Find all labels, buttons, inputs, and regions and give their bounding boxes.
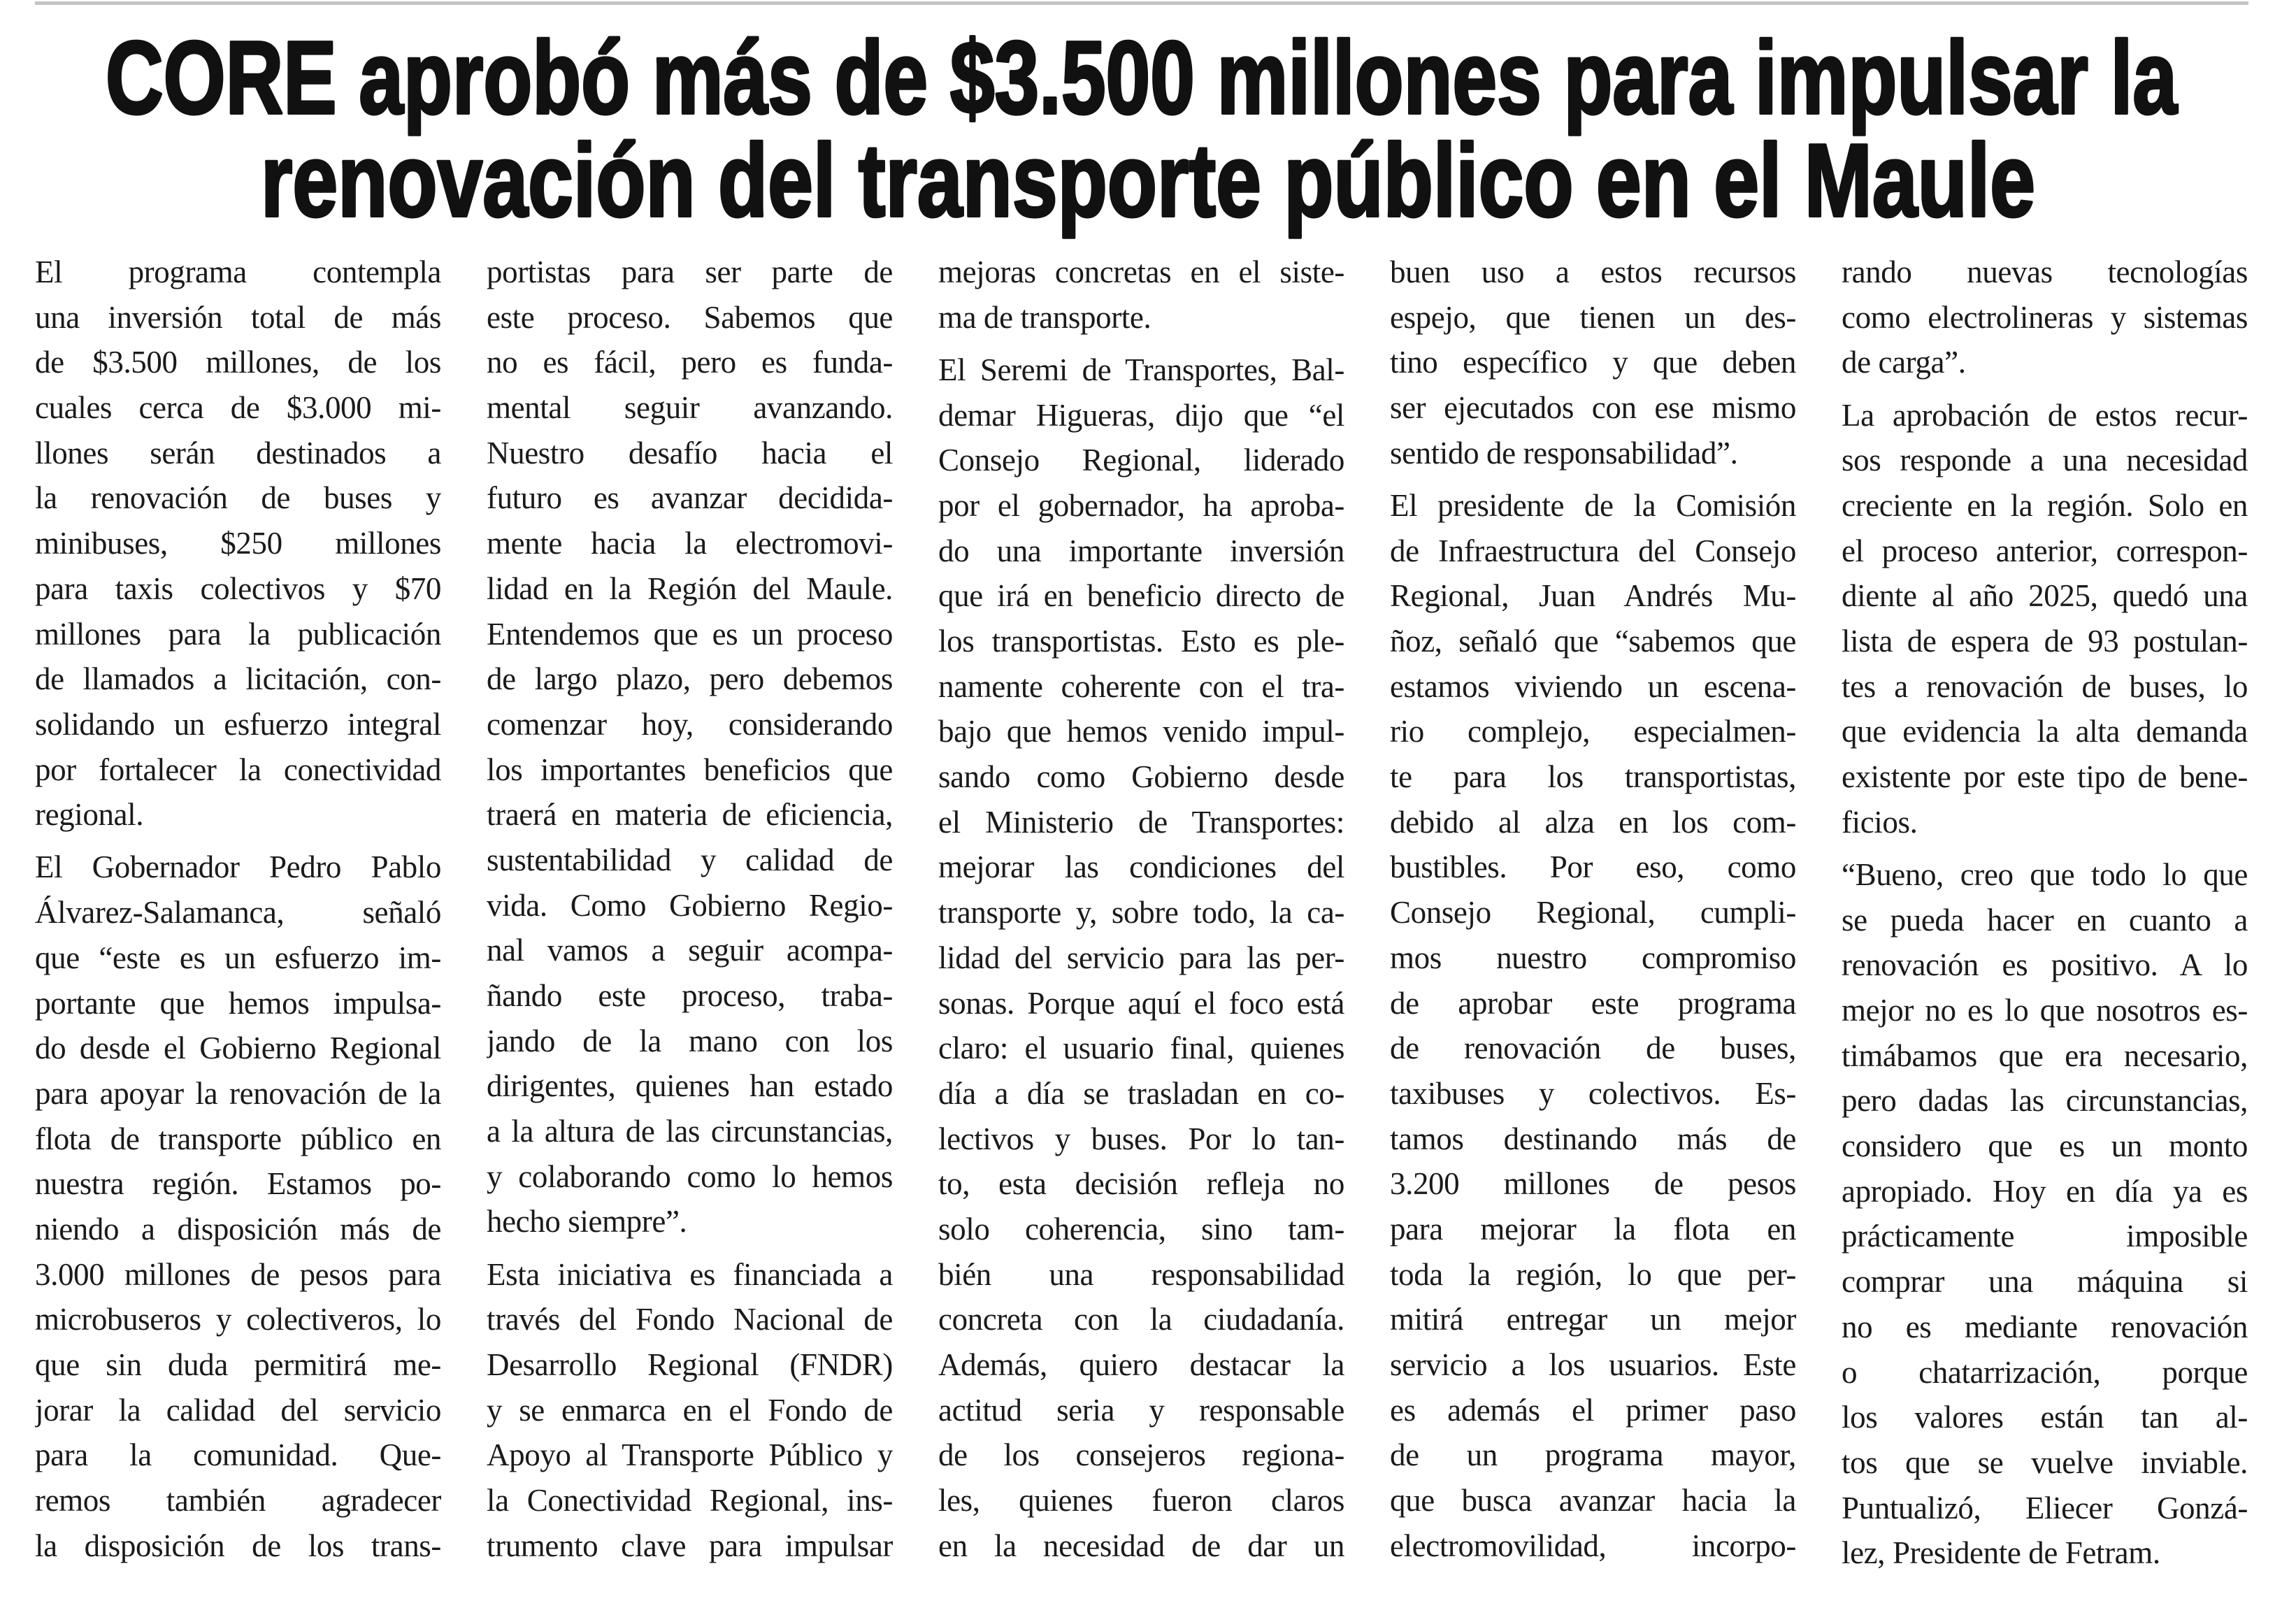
text-line: microbuseros y colectiveros, lo <box>35 1302 441 1337</box>
text-line: no es mediante renovación <box>1842 1309 2248 1344</box>
headline-line-1: CORE aprobó más de $3.500 millones para impulsar la <box>106 20 2179 136</box>
text-line: claro: el usuario final, quienes <box>938 1031 1344 1066</box>
text-line: para apoyar la renovación de la <box>35 1075 441 1111</box>
text-line: través del Fondo Nacional de <box>487 1302 893 1337</box>
paragraph <box>938 347 1344 1569</box>
text-line: sos responde a una necesidad <box>1842 443 2248 478</box>
text-line: hecho siempre”. <box>487 1204 687 1240</box>
text-line: sustentabilidad y calidad de <box>487 842 893 877</box>
text-line: lidad en la Región del Maule. <box>487 570 893 606</box>
text-line: diente al año 2025, quedó una <box>1842 578 2248 614</box>
text-line: y se enmarca en el Fondo de <box>487 1392 893 1428</box>
text-line: Entendemos que es un proceso <box>487 616 893 652</box>
text-line: actitud seria y responsable <box>938 1392 1344 1428</box>
article-column-3 <box>938 250 1344 1576</box>
paragraph <box>1390 250 1796 475</box>
text-line: mental seguir avanzando. <box>487 390 893 426</box>
article-column-5 <box>1842 250 2248 1576</box>
text-line: ficios. <box>1842 804 1918 840</box>
text-line: de aprobar este programa <box>1390 985 1796 1021</box>
text-line: es además el primer paso <box>1390 1392 1796 1428</box>
text-line: prácticamente imposible <box>1842 1219 2248 1254</box>
text-line: “Bueno, creo que todo lo que <box>1842 856 2248 892</box>
text-line: futuro es avanzar decidida- <box>487 480 893 516</box>
text-line: comenzar hoy, considerando <box>487 706 893 742</box>
text-line: por el gobernador, ha aproba- <box>938 487 1344 523</box>
text-line: do una importante inversión <box>938 533 1344 568</box>
text-line: trumento clave para impulsar <box>487 1528 893 1563</box>
text-line: ser ejecutados con ese mismo <box>1390 390 1796 426</box>
text-line: día a día se trasladan en co- <box>938 1075 1344 1111</box>
text-line: demar Higueras, dijo que “el <box>938 397 1344 433</box>
text-line: pero dadas las circunstancias, <box>1842 1083 2248 1119</box>
text-line: por fortalecer la conectividad <box>35 752 441 787</box>
text-line: de renovación de buses, <box>1390 1031 1796 1066</box>
text-line: la disposición de los trans- <box>35 1528 441 1563</box>
article-body <box>35 250 2248 1576</box>
text-line: bajo que hemos venido impul- <box>938 714 1344 749</box>
text-line: se pueda hacer en cuanto a <box>1842 902 2248 938</box>
text-line: electromovilidad, incorpo- <box>1390 1528 1796 1563</box>
text-line: de $3.500 millones, de los <box>35 345 441 380</box>
text-line: en la necesidad de dar un <box>938 1528 1344 1563</box>
text-line: toda la región, lo que per- <box>1390 1256 1796 1292</box>
text-line: te para los transportistas, <box>1390 759 1796 795</box>
text-line: niendo a disposición más de <box>35 1211 441 1247</box>
text-line: ñando este proceso, traba- <box>487 978 893 1013</box>
text-line: transporte y, sobre todo, la ca- <box>938 895 1344 931</box>
text-line: Esta iniciativa es financiada a <box>487 1256 893 1292</box>
text-line: ma de transporte. <box>938 299 1151 335</box>
text-line: solo coherencia, sino tam- <box>938 1211 1344 1247</box>
text-line: nal vamos a seguir acompa- <box>487 933 893 968</box>
text-line: lectivos y buses. Por lo tan- <box>938 1121 1344 1156</box>
text-line: flota de transporte público en <box>35 1121 441 1156</box>
text-line: y colaborando como lo hemos <box>487 1158 893 1194</box>
text-line: regional. <box>35 797 144 833</box>
text-line: que busca avanzar hacia la <box>1390 1483 1796 1519</box>
text-line: namente coherente con el tra- <box>938 668 1344 704</box>
text-line: concreta con la ciudadanía. <box>938 1302 1344 1337</box>
article-column-4 <box>1390 250 1796 1576</box>
text-line: creciente en la región. Solo en <box>1842 487 2248 523</box>
text-line: de largo plazo, pero debemos <box>487 661 893 697</box>
text-line: bién una responsabilidad <box>938 1256 1344 1292</box>
text-line: Consejo Regional, cumpli- <box>1390 895 1796 931</box>
text-line: para mejorar la flota en <box>1390 1211 1796 1247</box>
text-line: el proceso anterior, correspon- <box>1842 533 2248 568</box>
paragraph <box>1842 852 2248 1576</box>
text-line: considero que es un monto <box>1842 1128 2248 1164</box>
paragraph <box>1842 393 2248 845</box>
text-line: servicio a los usuarios. Este <box>1390 1347 1796 1382</box>
text-line: el Ministerio de Transportes: <box>938 804 1344 840</box>
text-line: minibuses, $250 millones <box>35 526 441 561</box>
text-line: timábamos que era necesario, <box>1842 1038 2248 1073</box>
text-line: portistas para ser parte de <box>487 254 893 289</box>
text-line: do desde el Gobierno Regional <box>35 1031 441 1066</box>
headline-line-2: renovación del transporte público en el Maule <box>261 123 2035 238</box>
text-line: sentido de responsabilidad”. <box>1390 435 1738 471</box>
text-line: dirigentes, quienes han estado <box>487 1068 893 1104</box>
text-line: de carga”. <box>1842 345 1966 380</box>
text-line: que evidencia la alta demanda <box>1842 714 2248 749</box>
text-line: este proceso. Sabemos que <box>487 299 893 335</box>
text-line: El programa contempla <box>35 254 441 289</box>
text-line: de un programa mayor, <box>1390 1437 1796 1473</box>
text-line: les, quienes fueron claros <box>938 1483 1344 1519</box>
text-line: que “este es un esfuerzo im- <box>35 940 441 975</box>
text-line: Puntualizó, Eliecer Gonzá- <box>1842 1490 2248 1526</box>
text-line: apropiado. Hoy en día ya es <box>1842 1173 2248 1209</box>
headline <box>0 0 2296 245</box>
text-line: existente por este tipo de bene- <box>1842 759 2248 795</box>
text-line: lez, Presidente de Fetram. <box>1842 1535 2160 1571</box>
text-line: Regional, Juan Andrés Mu- <box>1390 578 1796 614</box>
text-line: cuales cerca de $3.000 mi- <box>35 390 441 426</box>
text-line: Desarrollo Regional (FNDR) <box>487 1347 893 1382</box>
paragraph <box>487 250 893 1244</box>
text-line: o chatarrización, porque <box>1842 1354 2248 1390</box>
text-line: mejorar las condiciones del <box>938 849 1344 885</box>
paragraph <box>938 250 1344 340</box>
paragraph <box>1390 483 1796 1569</box>
text-line: jorar la calidad del servicio <box>35 1392 441 1428</box>
text-line: tamos destinando más de <box>1390 1121 1796 1156</box>
text-line: como electrolineras y sistemas <box>1842 299 2248 335</box>
text-line: sonas. Porque aquí el foco está <box>938 985 1344 1021</box>
text-line: de los consejeros regiona- <box>938 1437 1344 1473</box>
text-line: Apoyo al Transporte Público y <box>487 1437 893 1473</box>
article-column-2 <box>487 250 893 1576</box>
text-line: ñoz, señaló que “sabemos que <box>1390 624 1796 659</box>
text-line: tino específico y que deben <box>1390 345 1796 380</box>
text-line: para la comunidad. Que- <box>35 1437 441 1473</box>
text-line: portante que hemos impulsa- <box>35 985 441 1021</box>
text-line: a la altura de las circunstancias, <box>487 1114 893 1149</box>
text-line: Además, quiero destacar la <box>938 1347 1344 1382</box>
text-line: tos que se vuelve inviable. <box>1842 1444 2248 1480</box>
text-line: lista de espera de 93 postulan- <box>1842 624 2248 659</box>
text-line: lidad del servicio para las per- <box>938 940 1344 975</box>
text-line: sando como Gobierno desde <box>938 759 1344 795</box>
text-line: 3.000 millones de pesos para <box>35 1256 441 1292</box>
text-line: espejo, que tienen un des- <box>1390 299 1796 335</box>
text-line: mitirá entregar un mejor <box>1390 1302 1796 1337</box>
text-line: que irá en beneficio directo de <box>938 578 1344 614</box>
text-line: El presidente de la Comisión <box>1390 487 1796 523</box>
paragraph <box>1842 250 2248 385</box>
text-line: mejoras concretas en el siste- <box>938 254 1344 289</box>
text-line: de Infraestructura del Consejo <box>1390 533 1796 568</box>
text-line: renovación es positivo. A lo <box>1842 947 2248 983</box>
text-line: El Seremi de Transportes, Bal- <box>938 352 1344 387</box>
text-line: mente hacia la electromovi- <box>487 526 893 561</box>
text-line: estamos viviendo un escena- <box>1390 668 1796 704</box>
text-line: taxibuses y colectivos. Es- <box>1390 1075 1796 1111</box>
text-line: no es fácil, pero es funda- <box>487 345 893 380</box>
text-line: buen uso a estos recursos <box>1390 254 1796 289</box>
text-line: mos nuestro compromiso <box>1390 940 1796 975</box>
text-line: la renovación de buses y <box>35 480 441 516</box>
text-line: de llamados a licitación, con- <box>35 661 441 697</box>
text-line: rio complejo, especialmen- <box>1390 714 1796 749</box>
text-line: debido al alza en los com- <box>1390 804 1796 840</box>
text-line: llones serán destinados a <box>35 435 441 471</box>
text-line: mejor no es lo que nosotros es- <box>1842 993 2248 1028</box>
text-line: Consejo Regional, liderado <box>938 443 1344 478</box>
text-line: la Conectividad Regional, ins- <box>487 1483 893 1519</box>
text-line: los transportistas. Esto es ple- <box>938 624 1344 659</box>
text-line: solidando un esfuerzo integral <box>35 706 441 742</box>
text-line: to, esta decisión refleja no <box>938 1166 1344 1202</box>
text-line: vida. Como Gobierno Regio- <box>487 887 893 923</box>
text-line: para taxis colectivos y $70 <box>35 570 441 606</box>
text-line: jando de la mano con los <box>487 1023 893 1058</box>
text-line: 3.200 millones de pesos <box>1390 1166 1796 1202</box>
text-line: una inversión total de más <box>35 299 441 335</box>
text-line: los valores están tan al- <box>1842 1400 2248 1435</box>
paragraph <box>487 1252 893 1569</box>
text-line: tes a renovación de buses, lo <box>1842 668 2248 704</box>
text-line: bustibles. Por eso, como <box>1390 849 1796 885</box>
text-line: remos también agradecer <box>35 1483 441 1519</box>
text-line: los importantes beneficios que <box>487 752 893 787</box>
text-line: La aprobación de estos recur- <box>1842 397 2248 433</box>
text-line: Nuestro desafío hacia el <box>487 435 893 471</box>
text-line: comprar una máquina si <box>1842 1264 2248 1300</box>
text-line: millones para la publicación <box>35 616 441 652</box>
text-line: traerá en materia de eficiencia, <box>487 797 893 833</box>
text-line: nuestra región. Estamos po- <box>35 1166 441 1202</box>
text-line: Álvarez-Salamanca, señaló <box>35 895 441 931</box>
paragraph <box>35 845 441 1568</box>
text-line: que sin duda permitirá me- <box>35 1347 441 1382</box>
paragraph <box>35 250 441 838</box>
text-line: rando nuevas tecnologías <box>1842 254 2248 289</box>
text-line: El Gobernador Pedro Pablo <box>35 849 441 885</box>
article-column-1 <box>35 250 441 1576</box>
